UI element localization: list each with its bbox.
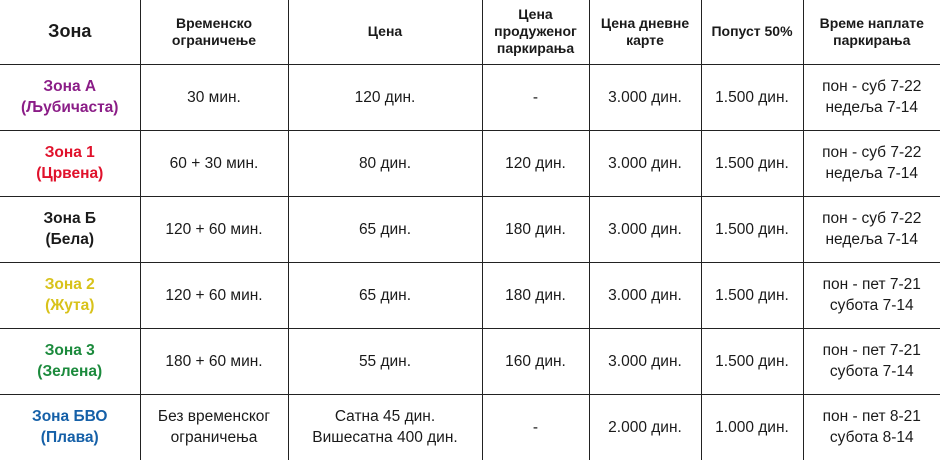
extended-price-cell: 120 дин. xyxy=(482,130,589,196)
table-row xyxy=(0,394,940,460)
zone-color-label: (Зелена) xyxy=(37,363,103,380)
time-limit-line: Без временског xyxy=(157,408,271,426)
zone-cell xyxy=(0,64,140,130)
zone-name: Зона Б xyxy=(43,210,97,227)
table-row xyxy=(0,130,940,196)
time-limit-cell xyxy=(140,262,288,328)
zone-color-label: (Бела) xyxy=(45,231,95,248)
zone-color-label: (Љубичаста) xyxy=(21,99,119,116)
charge-time-line: недеља 7-14 xyxy=(825,99,918,116)
time-limit-cell xyxy=(140,394,288,460)
table-row xyxy=(0,196,940,262)
daily-ticket-cell: 3.000 дин. xyxy=(589,130,701,196)
time-limit-line: 180 + 60 мин. xyxy=(165,352,263,370)
charge-time-cell xyxy=(803,130,940,196)
time-limit-cell xyxy=(140,328,288,394)
discount-cell: 1.500 дин. xyxy=(701,328,803,394)
charge-time-line: недеља 7-14 xyxy=(825,231,918,248)
time-limit-cell xyxy=(140,130,288,196)
table-row xyxy=(0,262,940,328)
extended-price-cell: 160 дин. xyxy=(482,328,589,394)
time-limit-line: 30 мин. xyxy=(187,88,241,106)
zone-name: Зона БВО xyxy=(32,408,108,426)
charge-time-line: субота 7-14 xyxy=(829,363,914,380)
price-cell xyxy=(288,130,482,196)
discount-cell: 1.500 дин. xyxy=(701,64,803,130)
charge-time-line: пон - суб 7-22 xyxy=(822,210,922,227)
time-limit-cell xyxy=(140,196,288,262)
charge-time-line: пон - суб 7-22 xyxy=(822,78,922,95)
charge-time-cell xyxy=(803,394,940,460)
daily-ticket-cell: 3.000 дин. xyxy=(589,262,701,328)
daily-ticket-cell: 3.000 дин. xyxy=(589,64,701,130)
time-limit-line: 60 + 30 мин. xyxy=(169,154,259,172)
zone-color-label: (Жута) xyxy=(45,297,95,314)
zone-name: Зона А xyxy=(43,78,97,95)
charge-time-cell xyxy=(803,262,940,328)
daily-ticket-cell: 3.000 дин. xyxy=(589,196,701,262)
price-line: 80 дин. xyxy=(358,154,412,172)
zone-cell xyxy=(0,196,140,262)
time-limit-cell xyxy=(140,64,288,130)
charge-time-line: пон - пет 7-21 xyxy=(822,276,921,293)
zone-color-label: (Плава) xyxy=(40,429,99,447)
charge-time-cell xyxy=(803,196,940,262)
header-row xyxy=(0,0,940,64)
charge-time-cell xyxy=(803,328,940,394)
header-charge-time: Време наплате паркирања xyxy=(803,0,940,64)
extended-price-cell: - xyxy=(482,64,589,130)
time-limit-line: 120 + 60 мин. xyxy=(165,220,263,238)
header-zone: Зона xyxy=(0,0,140,64)
price-line: 65 дин. xyxy=(358,286,412,304)
discount-cell: 1.500 дин. xyxy=(701,262,803,328)
price-cell xyxy=(288,196,482,262)
price-cell xyxy=(288,328,482,394)
discount-cell: 1.500 дин. xyxy=(701,130,803,196)
time-limit-line: 120 + 60 мин. xyxy=(165,286,263,304)
header-extended-price: Цена продуженог паркирања xyxy=(482,0,589,64)
extended-price-cell: 180 дин. xyxy=(482,262,589,328)
charge-time-line: недеља 7-14 xyxy=(825,165,918,182)
charge-time-line: пон - пет 8-21 xyxy=(822,408,921,426)
header-price: Цена xyxy=(288,0,482,64)
extended-price-cell: - xyxy=(482,394,589,460)
charge-time-line: пон - суб 7-22 xyxy=(822,144,922,161)
discount-cell: 1.000 дин. xyxy=(701,394,803,460)
zone-name: Зона 2 xyxy=(44,276,95,293)
charge-time-line: пон - пет 7-21 xyxy=(822,342,921,359)
discount-cell: 1.500 дин. xyxy=(701,196,803,262)
price-line: 120 дин. xyxy=(354,88,416,106)
zone-name: Зона 1 xyxy=(44,144,95,161)
table-row xyxy=(0,64,940,130)
price-line: 65 дин. xyxy=(358,220,412,238)
zone-name: Зона 3 xyxy=(44,342,95,359)
header-discount: Попуст 50% xyxy=(701,0,803,64)
charge-time-line: субота 7-14 xyxy=(829,297,914,314)
charge-time-line: субота 8-14 xyxy=(829,429,914,447)
zone-cell xyxy=(0,262,140,328)
price-line: Сатна 45 дин. xyxy=(334,408,436,426)
price-line: 55 дин. xyxy=(358,352,412,370)
zone-cell xyxy=(0,394,140,460)
time-limit-line: ограничења xyxy=(170,429,258,447)
table-row xyxy=(0,328,940,394)
zone-cell xyxy=(0,328,140,394)
charge-time-cell xyxy=(803,64,940,130)
extended-price-cell: 180 дин. xyxy=(482,196,589,262)
daily-ticket-cell: 2.000 дин. xyxy=(589,394,701,460)
price-line: Вишесатна 400 дин. xyxy=(312,429,458,447)
zone-color-label: (Црвена) xyxy=(36,165,104,182)
header-time-limit: Временско ограничење xyxy=(140,0,288,64)
price-cell xyxy=(288,394,482,460)
zone-cell xyxy=(0,130,140,196)
header-daily-ticket: Цена дневне карте xyxy=(589,0,701,64)
daily-ticket-cell: 3.000 дин. xyxy=(589,328,701,394)
price-cell xyxy=(288,262,482,328)
price-cell xyxy=(288,64,482,130)
